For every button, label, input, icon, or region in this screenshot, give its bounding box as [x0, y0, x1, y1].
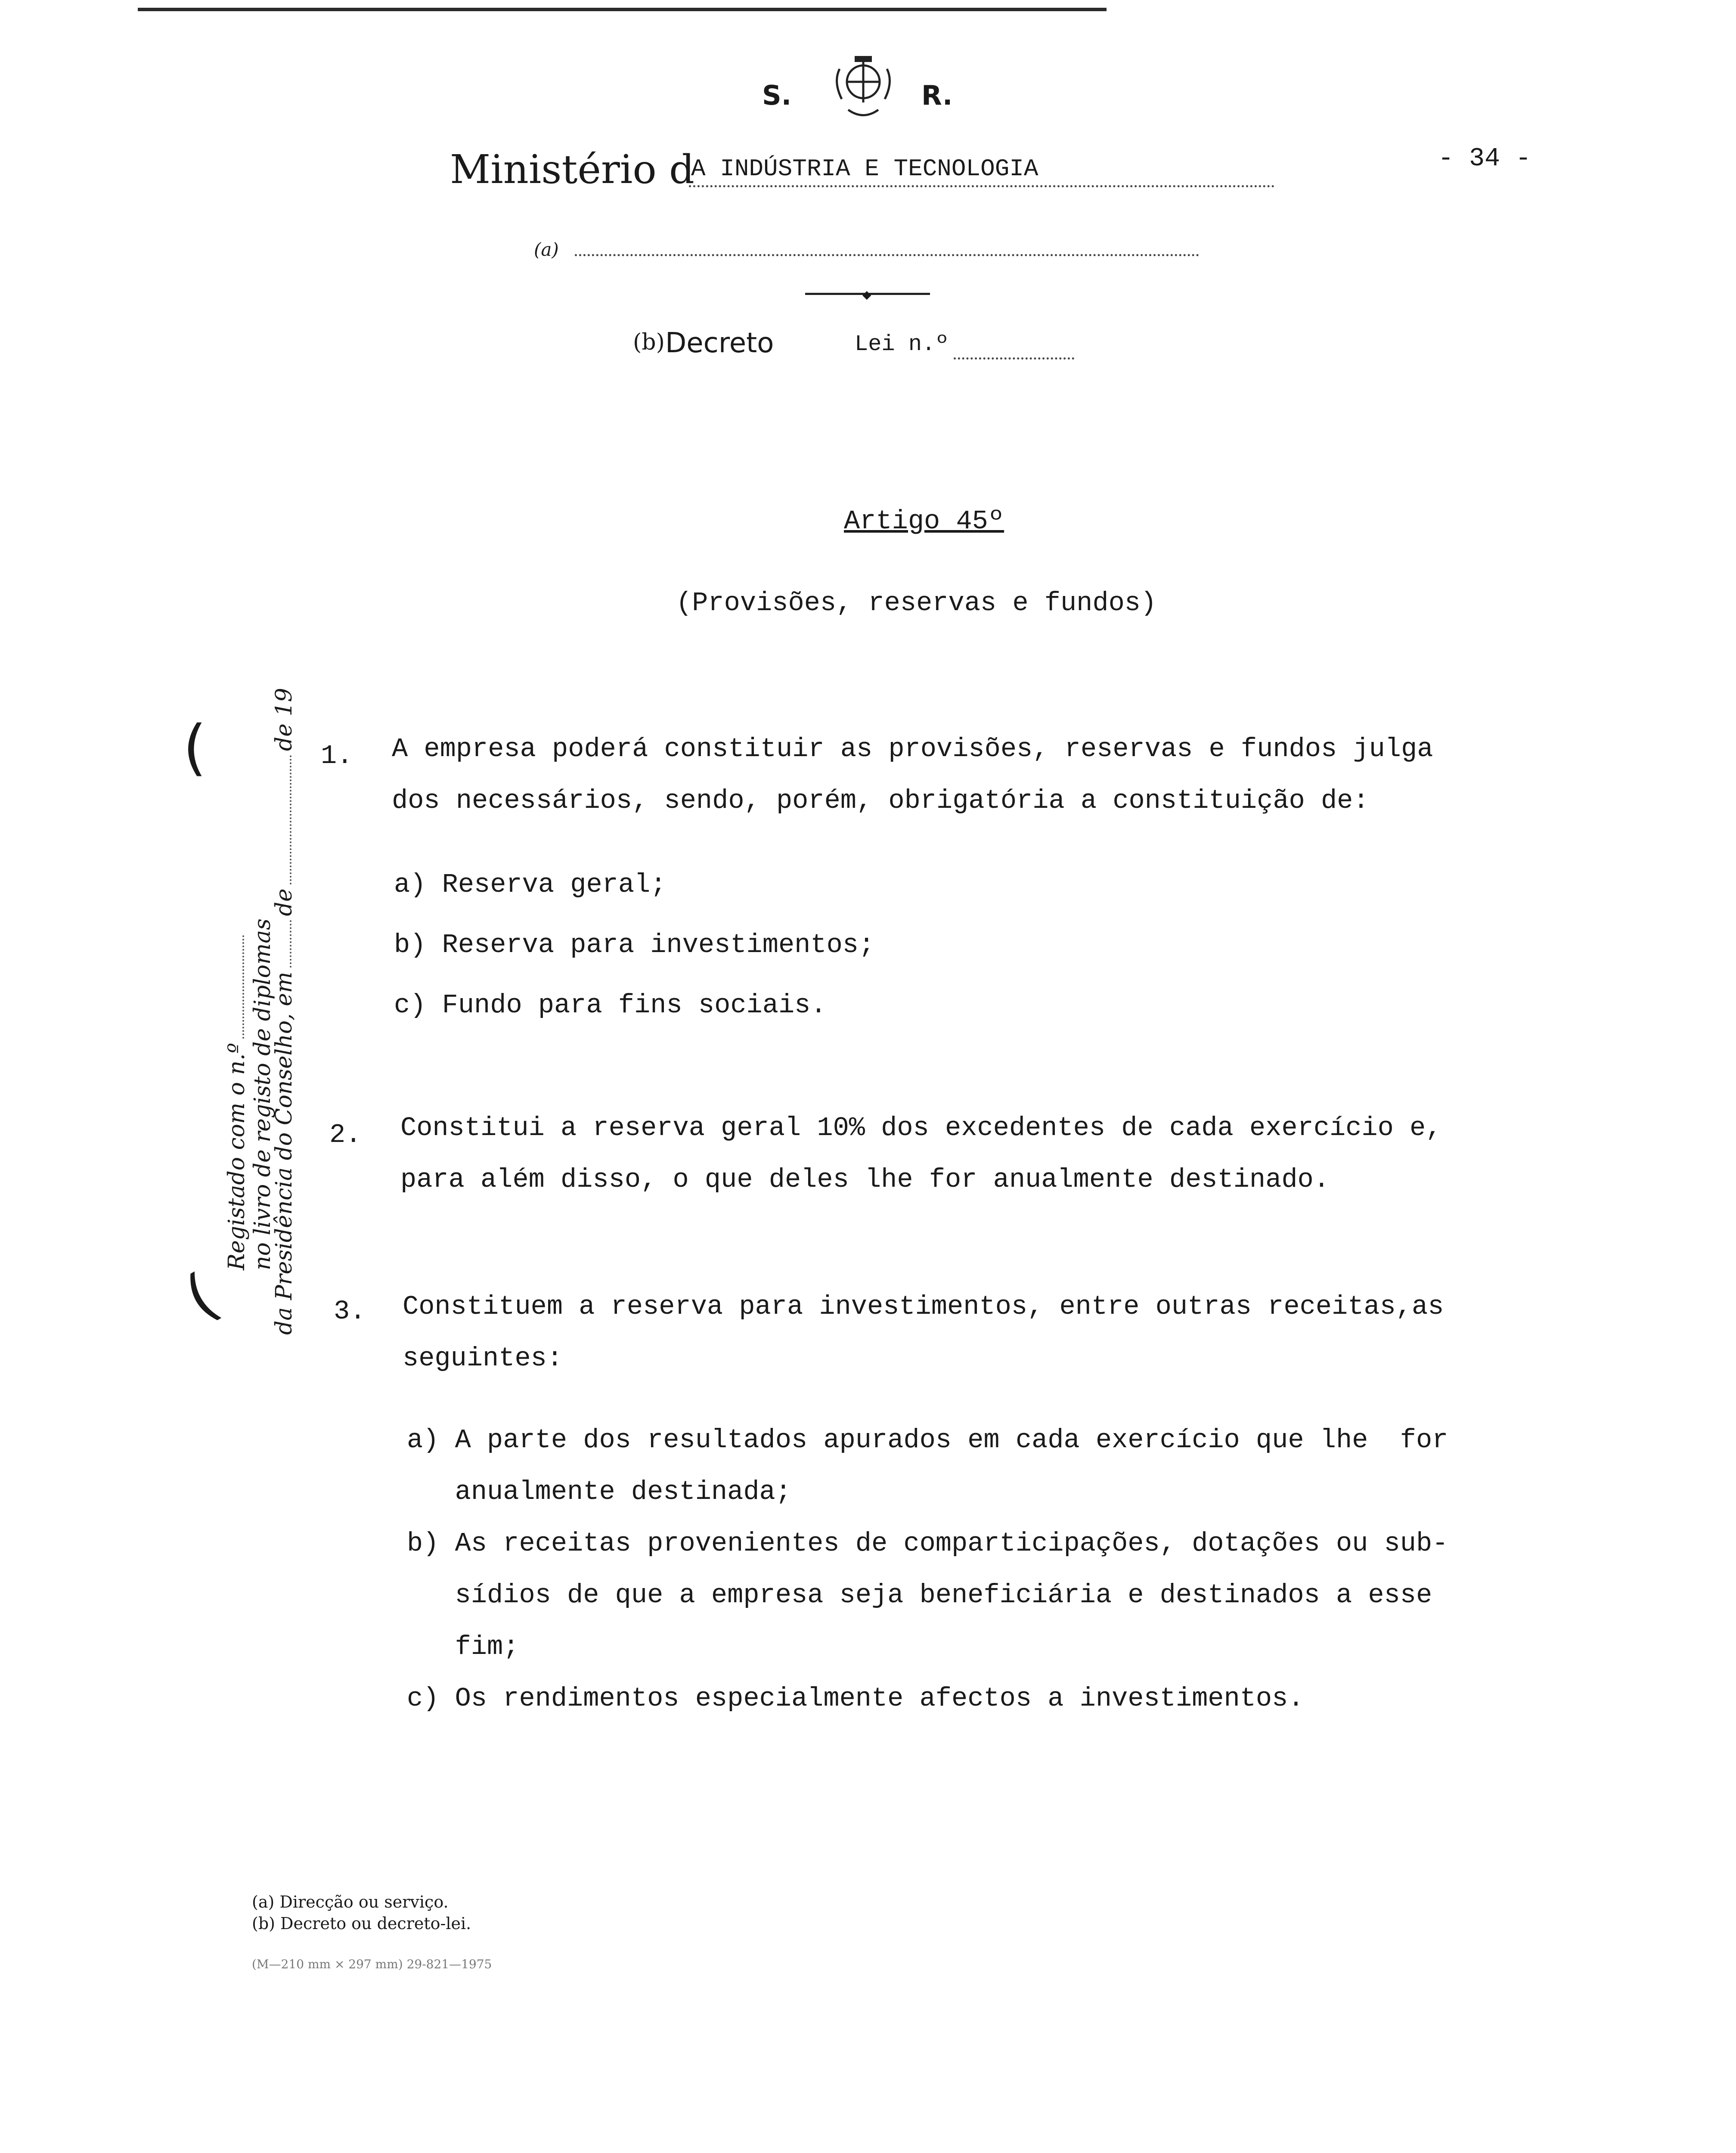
item-line: seguintes: [403, 1343, 563, 1374]
decree-type: Lei n.º [855, 332, 949, 357]
item-line: Constitui a reserva geral 10% dos excedentes de cada exercício e, [400, 1113, 1442, 1143]
subitem: anualmente destinada; [407, 1477, 791, 1507]
header-sr-right: R. [921, 80, 953, 111]
item-line: Constituem a reserva para investimentos, entre outras receitas,as [403, 1291, 1444, 1322]
margin-registered-label: Registado com o n.º [224, 1042, 250, 1270]
article-heading: Artigo 45º [844, 506, 1004, 537]
page-number: - 34 - [1438, 144, 1531, 174]
subitem: a) Reserva geral; [394, 869, 666, 900]
article-subheading: (Provisões, reservas e fundos) [676, 588, 1157, 618]
coat-of-arms-icon [831, 52, 896, 125]
margin-book-label: no livro de registo de diplomas [250, 918, 276, 1270]
subitem: fim; [407, 1632, 519, 1662]
item-number: 3. [334, 1296, 366, 1327]
direction-dotted-line [575, 254, 1199, 256]
subitem: a) A parte dos resultados apurados em cada exercício que lhe for [407, 1425, 1448, 1455]
item-line: dos necessários, sendo, porém, obrigatória a constituição de: [392, 785, 1369, 816]
margin-presidency-label: da Presidência do Conselho, em [271, 971, 297, 1335]
subitem-list [394, 855, 874, 1036]
item-text [392, 723, 1433, 827]
subitem: b) Reserva para investimentos; [394, 930, 875, 960]
decree-label: Decreto [665, 327, 774, 359]
margin-dotted-field [290, 755, 291, 884]
direction-label: (a) [534, 239, 559, 260]
item-number: 1. [321, 741, 353, 771]
subitem: b) As receitas provenientes de comparticipações, dotações ou sub- [407, 1528, 1448, 1559]
ministry-name: A INDÚSTRIA E TECNOLOGIA [691, 155, 1038, 183]
decree-prefix: (b) [633, 329, 665, 355]
item-number: 2. [329, 1120, 362, 1150]
form-code: (M—210 mm × 297 mm) 29-821—1975 [252, 1957, 492, 1971]
header-sr-left: S. [762, 80, 792, 111]
margin-dotted-field [242, 935, 244, 1039]
ministry-label: Ministério d [450, 146, 694, 192]
divider-diamond-icon: ◆ [862, 288, 871, 304]
top-rule [138, 8, 1107, 11]
decree-dotted-line [954, 357, 1074, 360]
ministry-dotted-line [689, 185, 1274, 187]
margin-year-label: de 19 [271, 688, 297, 751]
subitem: sídios de que a empresa seja beneficiária e destinados a esse [407, 1580, 1432, 1610]
footnote-b: (b) Decreto ou decreto-lei. [252, 1914, 471, 1933]
margin-dotted-field [290, 920, 291, 968]
subitem: c) Fundo para fins sociais. [394, 990, 827, 1021]
subitem: c) Os rendimentos especialmente afectos a investimentos. [407, 1683, 1304, 1714]
margin-bracket-bottom-icon: ( [173, 1260, 229, 1333]
subitem-list [407, 1415, 1448, 1725]
item-text [403, 1281, 1444, 1384]
margin-de-label: de [271, 888, 297, 916]
item-line: para além disso, o que deles lhe for anualmente destinado. [400, 1164, 1330, 1195]
footnote-a: (a) Direcção ou serviço. [252, 1892, 449, 1911]
item-text [400, 1102, 1442, 1206]
margin-bracket-top-icon: ( [183, 713, 207, 783]
item-line: A empresa poderá constituir as provisões, reservas e fundos julga [392, 734, 1433, 764]
